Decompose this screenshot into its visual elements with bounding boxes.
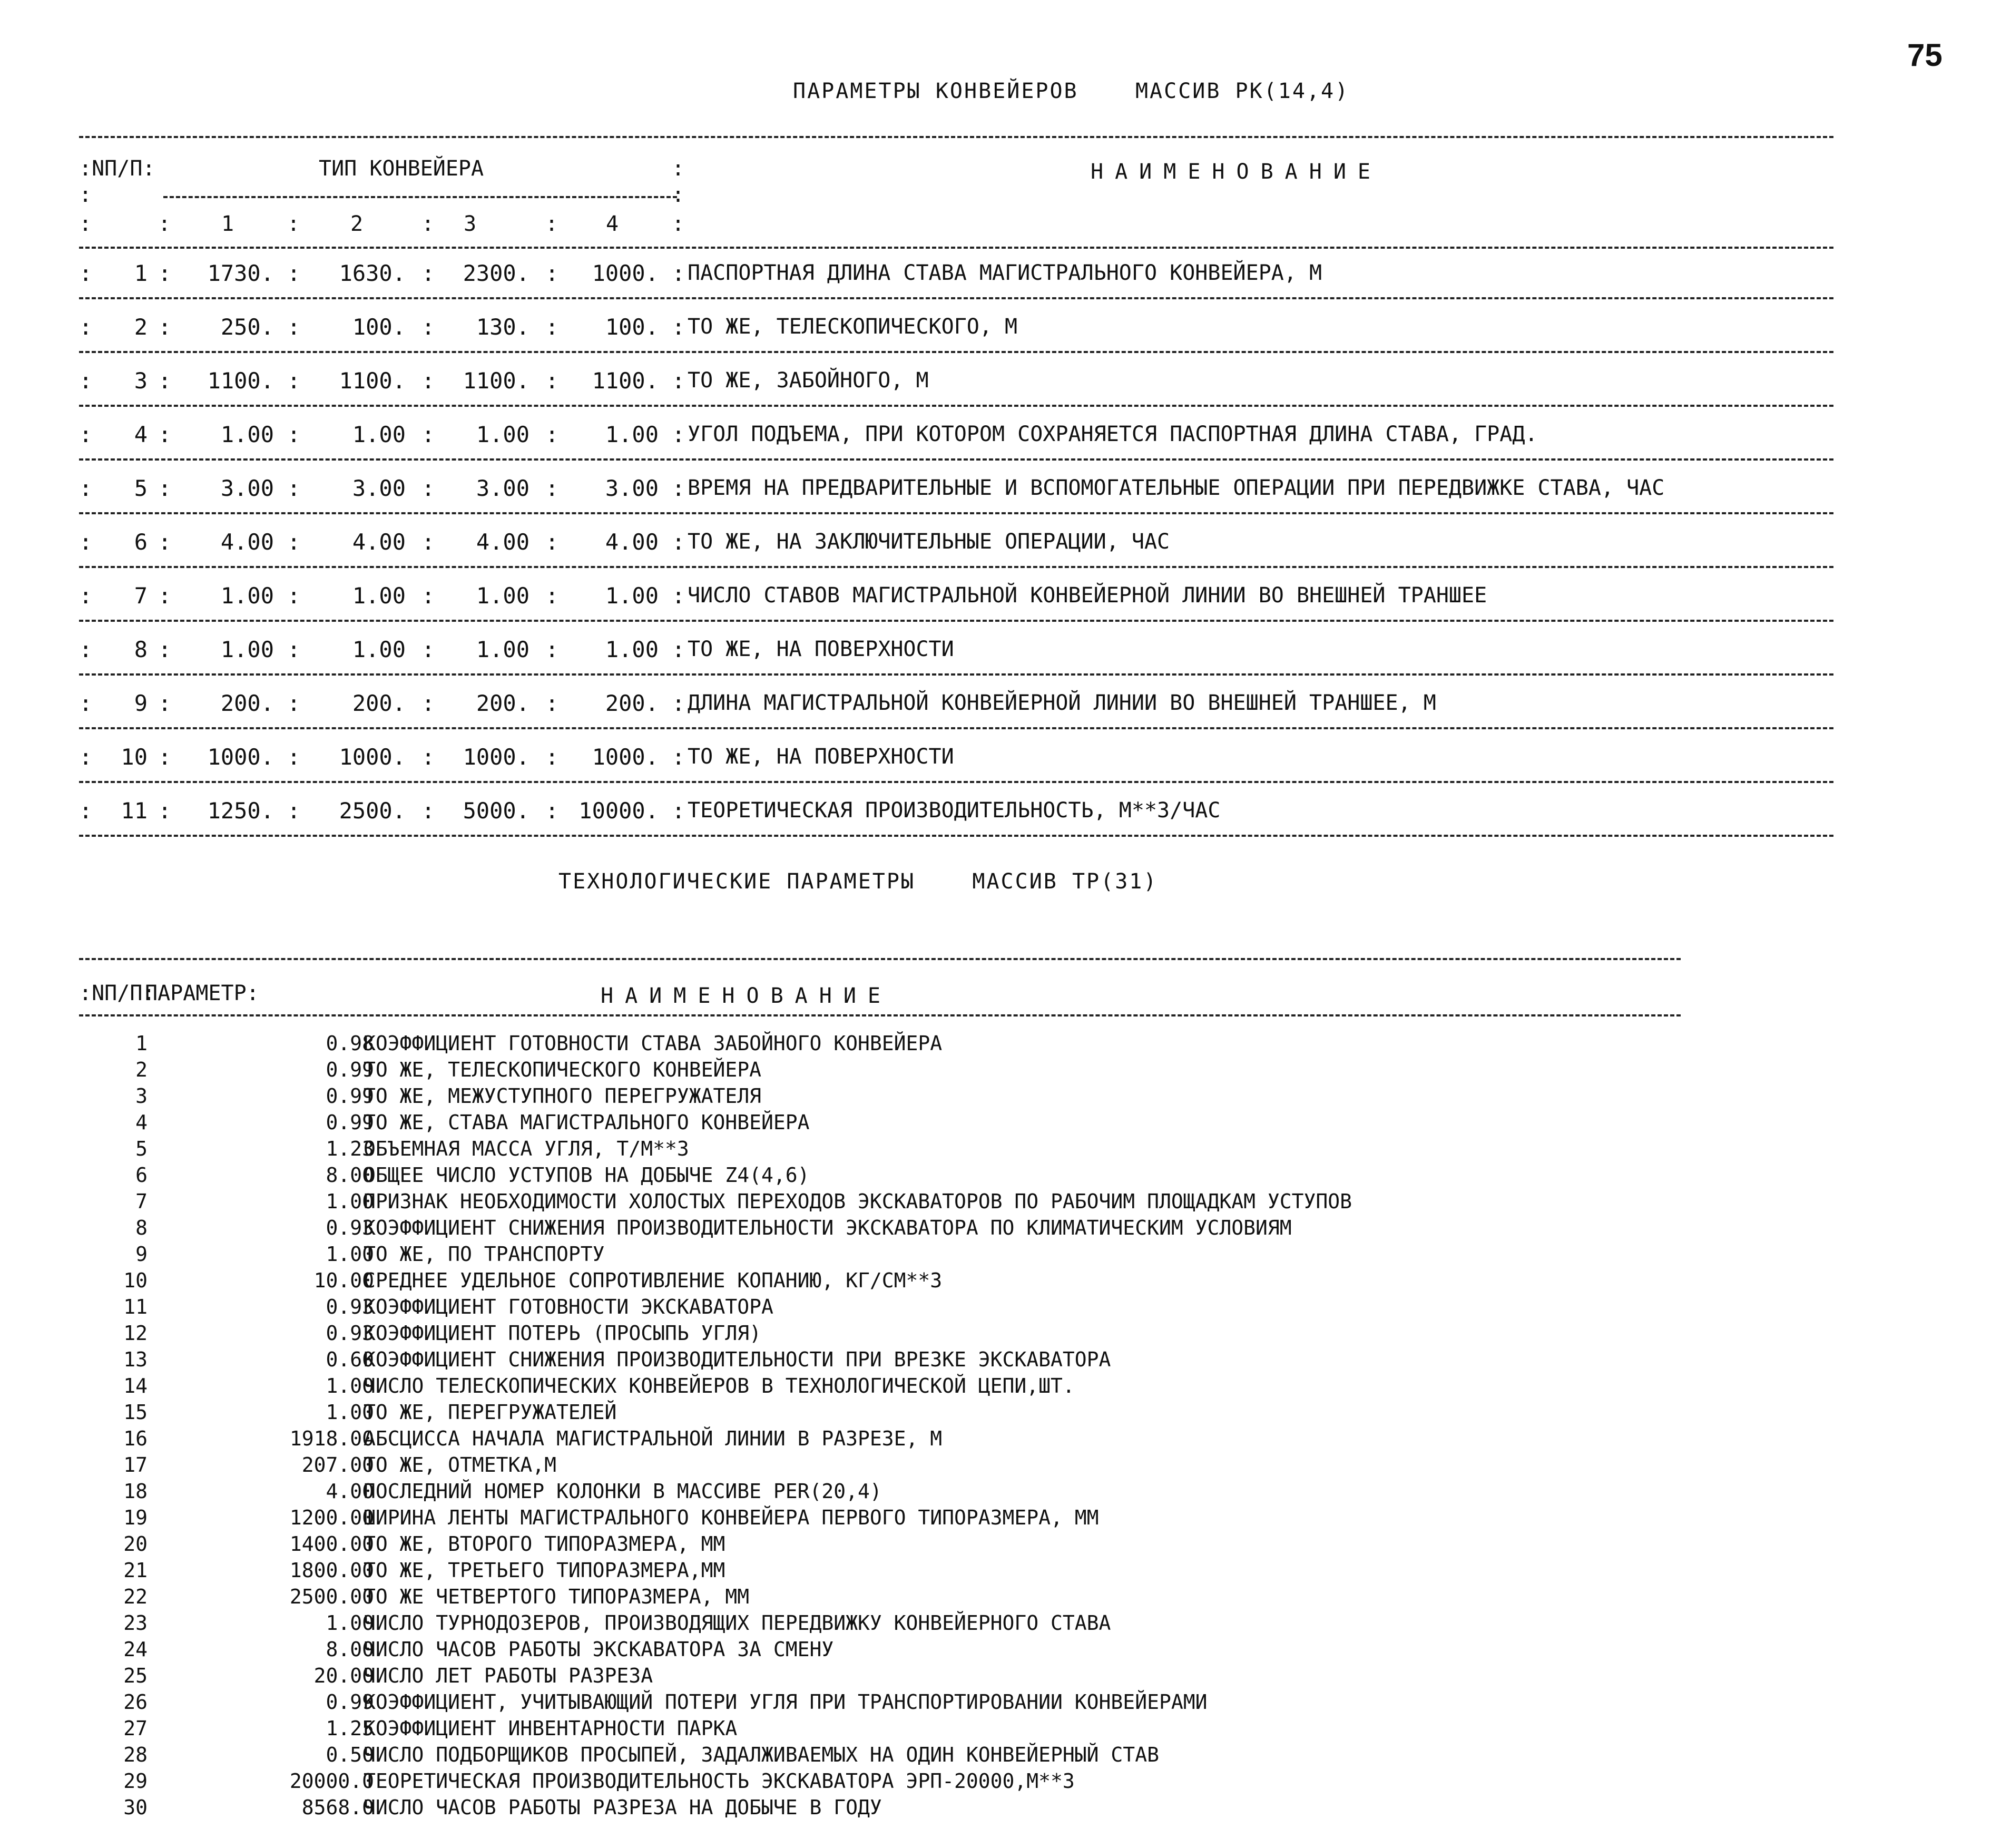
table2-row-value: 0.93	[326, 1216, 374, 1239]
table2-row-description: ОБЩЕЕ ЧИСЛО УСТУПОВ НА ДОБЫЧЕ Z4(4,6)	[364, 1163, 810, 1187]
table2-row-number: 27	[123, 1717, 148, 1740]
table1-cell-value: 200.	[352, 690, 406, 716]
table2-row-value: 1.00	[326, 1401, 374, 1424]
table1-cell-value: 1100.	[207, 368, 274, 394]
table2-row-number: 29	[123, 1769, 148, 1793]
table1-title: ПАРАМЕТРЫ КОНВЕЙЕРОВ МАССИВ РК(14,4)	[793, 79, 1350, 103]
table1-row-rule	[79, 620, 1833, 622]
table2-row-description: ТО ЖЕ, ТЕЛЕСКОПИЧЕСКОГО КОНВЕЙЕРА	[364, 1058, 761, 1081]
table2-row	[79, 1320, 1660, 1346]
table2-row-number: 23	[123, 1611, 148, 1635]
table1-header-col-colon: :	[672, 212, 685, 236]
table2-row-number: 3	[135, 1084, 148, 1108]
table1-row-description: ВРЕМЯ НА ПРЕДВАРИТЕЛЬНЫЕ И ВСПОМОГАТЕЛЬНЫЕ ОПЕРАЦИИ ПРИ ПЕРЕДВИЖКЕ СТАВА, ЧАС	[688, 476, 1665, 500]
table1-cell-sep: :	[421, 529, 435, 555]
table1-header-col-colon: :	[545, 212, 558, 236]
table2-row-number: 11	[123, 1295, 148, 1318]
table2-row-description: ТО ЖЕ, ПЕРЕГРУЖАТЕЛЕЙ	[364, 1401, 617, 1424]
table1-row-number: 3	[134, 368, 148, 394]
table1-cell-value: 1000.	[339, 744, 406, 770]
table1-cell-value: 4.00	[605, 529, 659, 555]
table2-row-description: ШИРИНА ЛЕНТЫ МАГИСТРАЛЬНОГО КОНВЕЙЕРА ПЕРВОГО ТИПОРАЗМЕРА, ММ	[364, 1506, 1099, 1529]
table2-row-description: КОЭФФИЦИЕНТ, УЧИТЫВАЮЩИЙ ПОТЕРИ УГЛЯ ПРИ ТРАНСПОРТИРОВАНИИ КОНВЕЙЕРАМИ	[364, 1690, 1208, 1714]
table2-row	[79, 1794, 1660, 1821]
table1-cell-sep: :	[672, 314, 685, 340]
table1-type-group-rule	[163, 196, 677, 198]
table1-cell-value: 1730.	[207, 260, 274, 286]
table1-cell-sep: :	[158, 368, 172, 394]
table1-cell-sep: :	[287, 314, 301, 340]
table2-row-description: ТО ЖЕ ЧЕТВЕРТОГО ТИПОРАЗМЕРА, ММ	[364, 1585, 750, 1608]
table1-row-description: ТЕОРЕТИЧЕСКАЯ ПРОИЗВОДИТЕЛЬНОСТЬ, М**3/ЧАС	[688, 798, 1221, 823]
table1-cell-value: 1.00	[352, 637, 406, 662]
table2-row-value: 0.50	[326, 1743, 374, 1766]
table1-cell-sep: :	[158, 583, 172, 609]
table2-row-value: 1.25	[326, 1717, 374, 1740]
table2-row-value: 1200.00	[289, 1506, 374, 1529]
table1-cell-value: 1.00	[605, 583, 659, 609]
table1-cell-value: 3.00	[476, 475, 529, 501]
table2-row-description: ТО ЖЕ, МЕЖУСТУПНОГО ПЕРЕГРУЖАТЕЛЯ	[364, 1084, 761, 1108]
table2-row-number: 22	[123, 1585, 148, 1608]
table2-row-value: 8.00	[326, 1163, 374, 1187]
table2-row-value: 1.00	[326, 1374, 374, 1397]
table1-cell-sep: :	[545, 475, 559, 501]
table2-row-description: АБСЦИССА НАЧАЛА МАГИСТРАЛЬНОЙ ЛИНИИ В РАЗРЕЗЕ, М	[364, 1427, 943, 1450]
table1-col-header-1: 1	[221, 212, 234, 236]
table2-row-number: 15	[123, 1401, 148, 1424]
table1-cell-sep: :	[421, 637, 435, 662]
table1-cell-sep: :	[287, 529, 301, 555]
table2-top-rule	[79, 958, 1681, 960]
table1-cell-value: 10000.	[578, 798, 659, 824]
table1-cell-sep: :	[287, 475, 301, 501]
table2-row-number: 26	[123, 1690, 148, 1714]
table1-cell-sep: :	[287, 583, 301, 609]
table1-row-number: 1	[134, 260, 148, 286]
table2-row-description: ЧИСЛО ТЕЛЕСКОПИЧЕСКИХ КОНВЕЙЕРОВ В ТЕХНОЛОГИЧЕСКОЙ ЦЕПИ,ШТ.	[364, 1374, 1075, 1397]
table1-header-right-colon: :	[672, 183, 685, 207]
table1-cell-sep: :	[672, 690, 685, 716]
table2-row	[79, 1294, 1660, 1320]
table1-cell-sep: :	[79, 637, 93, 662]
table2-row-value: 1.00	[326, 1611, 374, 1635]
table2-row	[79, 1162, 1660, 1188]
table2-row-description: ТО ЖЕ, ТРЕТЬЕГО ТИПОРАЗМЕРА,ММ	[364, 1559, 725, 1582]
table2-row-description: КОЭФФИЦИЕНТ ИНВЕНТАРНОСТИ ПАРКА	[364, 1717, 738, 1740]
table1-cell-value: 1.00	[476, 583, 529, 609]
table2-row-description: ЧИСЛО ТУРНОДОЗЕРОВ, ПРОИЗВОДЯЩИХ ПЕРЕДВИЖКУ КОНВЕЙЕРНОГО СТАВА	[364, 1611, 1111, 1635]
table1-row-number: 6	[134, 529, 148, 555]
table2-name-col-header: НАИМЕНОВАНИЕ	[601, 984, 892, 1008]
table1-row-description: ЧИСЛО СТАВОВ МАГИСТРАЛЬНОЙ КОНВЕЙЕРНОЙ ЛИНИИ ВО ВНЕШНЕЙ ТРАНШЕЕ	[688, 583, 1487, 608]
table1-cell-sep: :	[79, 744, 93, 770]
table2-title: ТЕХНОЛОГИЧЕСКИЕ ПАРАМЕТРЫ МАССИВ ТР(31)	[558, 869, 1158, 894]
table1-col-header-4: 4	[606, 212, 619, 236]
table1-cell-sep: :	[79, 314, 93, 340]
table2-row-value: 8.00	[326, 1638, 374, 1661]
table1-row-number: 7	[134, 583, 148, 609]
table1-cell-value: 200.	[605, 690, 659, 716]
table1-cell-sep: :	[421, 690, 435, 716]
table2-row-number: 4	[135, 1111, 148, 1134]
table2-row-number: 24	[123, 1638, 148, 1661]
table1-cell-sep: :	[672, 583, 685, 609]
table2-row-number: 2	[135, 1058, 148, 1081]
table1-row-description: ТО ЖЕ, НА ЗАКЛЮЧИТЕЛЬНЫЕ ОПЕРАЦИИ, ЧАС	[688, 530, 1170, 554]
table2-row-value: 0.93	[326, 1295, 374, 1318]
table2-row-number: 18	[123, 1480, 148, 1503]
table1-header-col-colon: :	[79, 212, 92, 236]
table1-cell-value: 1100.	[592, 368, 659, 394]
table1-cell-value: 1000.	[207, 744, 274, 770]
table1-cell-sep: :	[545, 798, 559, 824]
table2-row-description: ОБЪЕМНАЯ МАССА УГЛЯ, Т/М**3	[364, 1137, 689, 1160]
table2-row-number: 25	[123, 1664, 148, 1687]
table1-cell-sep: :	[545, 368, 559, 394]
table1-row-description: ПАСПОРТНАЯ ДЛИНА СТАВА МАГИСТРАЛЬНОГО КОНВЕЙЕРА, М	[688, 261, 1322, 285]
table1-cell-value: 1250.	[207, 798, 274, 824]
table2-row	[79, 1241, 1660, 1267]
table2-row-number: 13	[123, 1348, 148, 1371]
table2-row-number: 28	[123, 1743, 148, 1766]
table1-cell-value: 1630.	[339, 260, 406, 286]
table1-cell-value: 1100.	[339, 368, 406, 394]
table2-row	[79, 1188, 1660, 1215]
table2-row	[79, 1267, 1660, 1294]
table1-cell-value: 200.	[476, 690, 529, 716]
table2-row-description: ЧИСЛО ЛЕТ РАБОТЫ РАЗРЕЗА	[364, 1664, 653, 1687]
table1-row-number: 11	[121, 798, 148, 824]
table1-row-number: 5	[134, 475, 148, 501]
table1-top-rule	[79, 136, 1833, 138]
table2-body	[79, 1030, 1660, 1821]
table2-row-value: 0.60	[326, 1348, 374, 1371]
table1-cell-sep: :	[421, 744, 435, 770]
table1-row-number: 10	[121, 744, 148, 770]
table1-row-rule	[79, 512, 1833, 514]
table2-row-number: 5	[135, 1137, 148, 1160]
table1-cell-sep: :	[545, 422, 559, 447]
table2-row-value: 1400.00	[289, 1532, 374, 1556]
table2-row-description: КОЭФФИЦИЕНТ ПОТЕРЬ (ПРОСЫПЬ УГЛЯ)	[364, 1322, 761, 1345]
table1-cell-sep: :	[545, 260, 559, 286]
table1-cell-sep: :	[79, 260, 93, 286]
table1-header-col-colon: :	[421, 212, 435, 236]
table1-cell-value: 1.00	[352, 422, 406, 447]
table1-cell-value: 1000.	[592, 260, 659, 286]
table1-cell-value: 4.00	[352, 529, 406, 555]
table2-row-value: 207.00	[301, 1453, 374, 1477]
table2-row-description: КОЭФФИЦИЕНТ СНИЖЕНИЯ ПРОИЗВОДИТЕЛЬНОСТИ ЭКСКАВАТОРА ПО КЛИМАТИЧЕСКИМ УСЛОВИЯМ	[364, 1216, 1292, 1239]
table2-row	[79, 1083, 1660, 1109]
table2-row-number: 17	[123, 1453, 148, 1477]
table1-row-rule	[79, 247, 1833, 249]
table1-cell-value: 5000.	[463, 798, 529, 824]
table1-cell-sep: :	[421, 368, 435, 394]
table1-cell-value: 1.00	[220, 637, 274, 662]
table1-cell-sep: :	[421, 798, 435, 824]
table1-cell-value: 1.00	[605, 637, 659, 662]
table2-row-number: 14	[123, 1374, 148, 1397]
table2-row	[79, 1346, 1660, 1373]
table2-row-value: 8568.0	[301, 1796, 374, 1819]
table1-row-description: ДЛИНА МАГИСТРАЛЬНОЙ КОНВЕЙЕРНОЙ ЛИНИИ ВО ВНЕШНЕЙ ТРАНШЕЕ, М	[688, 691, 1436, 715]
table2-row-number: 7	[135, 1190, 148, 1213]
table1-header-sep: :	[672, 157, 685, 181]
table2-row	[79, 1215, 1660, 1241]
table2-row-value: 20000.0	[289, 1769, 374, 1793]
table1-cell-value: 3.00	[220, 475, 274, 501]
table1-header-col-colon: :	[158, 212, 171, 236]
table2-row	[79, 1399, 1660, 1425]
table1-cell-value: 3.00	[352, 475, 406, 501]
table2-row-value: 10.00	[313, 1269, 374, 1292]
table1-cell-sep: :	[545, 529, 559, 555]
table1-cell-value: 250.	[220, 314, 274, 340]
table1-cell-sep: :	[421, 583, 435, 609]
table1-cell-sep: :	[672, 475, 685, 501]
table2-row-description: ТО ЖЕ, ПО ТРАНСПОРТУ	[364, 1243, 605, 1266]
table2-row	[79, 1504, 1660, 1531]
page-number: 75	[1907, 37, 1943, 73]
table1-cell-sep: :	[79, 690, 93, 716]
table1-cell-value: 1100.	[463, 368, 529, 394]
table1-cell-sep: :	[287, 368, 301, 394]
table1-cell-sep: :	[672, 798, 685, 824]
table2-row	[79, 1768, 1660, 1794]
table2-row-number: 20	[123, 1532, 148, 1556]
table2-row	[79, 1109, 1660, 1136]
table1-name-col-header: НАИМЕНОВАНИЕ	[1091, 160, 1382, 184]
table2-row-value: 0.93	[326, 1322, 374, 1345]
table2-row	[79, 1531, 1660, 1557]
table1-cell-value: 3.00	[605, 475, 659, 501]
table1-row-number: 4	[134, 422, 148, 447]
table2-row-value: 0.99	[326, 1690, 374, 1714]
table2-row-description: КОЭФФИЦИЕНТ ГОТОВНОСТИ ЭКСКАВАТОРА	[364, 1295, 773, 1318]
table2-row-value: 0.99	[326, 1058, 374, 1081]
table1-num-col-header: :NП/П:	[79, 157, 155, 181]
table2-row-description: ПОСЛЕДНИЙ НОМЕР КОЛОНКИ В МАССИВЕ PER(20,4)	[364, 1480, 882, 1503]
table1-row-rule	[79, 458, 1833, 461]
table1-cell-sep: :	[672, 368, 685, 394]
table1-row-rule	[79, 781, 1833, 783]
table1-cell-sep: :	[158, 422, 172, 447]
table1-cell-value: 2500.	[339, 798, 406, 824]
table2-row-value: 4.00	[326, 1480, 374, 1503]
table2-num-col-header: :NП/П:	[79, 981, 155, 1005]
table1-cell-value: 1.00	[605, 422, 659, 447]
table2-row-number: 1	[135, 1032, 148, 1055]
table1-cell-sep: :	[672, 529, 685, 555]
table2-row	[79, 1610, 1660, 1636]
table1-cell-sep: :	[158, 744, 172, 770]
table2-row	[79, 1136, 1660, 1162]
table2-row	[79, 1663, 1660, 1689]
table1-cell-sep: :	[158, 314, 172, 340]
table1-cell-sep: :	[672, 422, 685, 447]
table1-cell-sep: :	[158, 637, 172, 662]
table1-cell-value: 4.00	[476, 529, 529, 555]
table2-row-value: 0.99	[326, 1084, 374, 1108]
table1-row-rule	[79, 673, 1833, 676]
table1-cell-value: 100.	[352, 314, 406, 340]
table2-row-value: 1800.00	[289, 1559, 374, 1582]
table2-row	[79, 1373, 1660, 1399]
table1-cell-value: 1.00	[220, 583, 274, 609]
table1-header-col-colon: :	[287, 212, 300, 236]
table2-row-number: 12	[123, 1322, 148, 1345]
table1-cell-sep: :	[287, 422, 301, 447]
table2-row	[79, 1583, 1660, 1610]
table2-row-value: 20.00	[313, 1664, 374, 1687]
table2-row	[79, 1478, 1660, 1504]
table2-row-description: ТО ЖЕ, ВТОРОГО ТИПОРАЗМЕРА, ММ	[364, 1532, 725, 1556]
table2-row-description: ПРИЗНАК НЕОБХОДИМОСТИ ХОЛОСТЫХ ПЕРЕХОДОВ ЭКСКАВАТОРОВ ПО РАБОЧИМ ПЛОЩАДКАМ УСТУПОВ	[364, 1190, 1352, 1213]
table1-row-rule	[79, 727, 1833, 729]
table2-row-number: 30	[123, 1796, 148, 1819]
table2-row	[79, 1057, 1660, 1083]
table1-row-number: 2	[134, 314, 148, 340]
table1-cell-sep: :	[672, 744, 685, 770]
table2-row-description: ЧИСЛО ЧАСОВ РАБОТЫ РАЗРЕЗА НА ДОБЫЧЕ В ГОДУ	[364, 1796, 882, 1819]
table2-row-value: 1.23	[326, 1137, 374, 1160]
table2-row-number: 9	[135, 1243, 148, 1266]
table2-row	[79, 1636, 1660, 1663]
table1-cell-sep: :	[79, 583, 93, 609]
table1-row-rule	[79, 835, 1833, 837]
table2-row	[79, 1030, 1660, 1057]
table2-row	[79, 1715, 1660, 1742]
table1-cell-sep: :	[79, 798, 93, 824]
table1-row-rule	[79, 297, 1833, 299]
table1-cell-value: 1.00	[476, 637, 529, 662]
table1-cell-sep: :	[287, 744, 301, 770]
table1-row-description: ТО ЖЕ, ЗАБОЙНОГО, М	[688, 368, 929, 393]
table2-row-description: КОЭФФИЦИЕНТ СНИЖЕНИЯ ПРОИЗВОДИТЕЛЬНОСТИ ПРИ ВРЕЗКЕ ЭКСКАВАТОРА	[364, 1348, 1111, 1371]
table1-cell-sep: :	[158, 260, 172, 286]
table1-cell-sep: :	[287, 637, 301, 662]
table1-cell-sep: :	[545, 690, 559, 716]
table1-row-number: 9	[134, 690, 148, 716]
table1-cell-value: 1.00	[476, 422, 529, 447]
table2-row-number: 16	[123, 1427, 148, 1450]
table1-cell-sep: :	[672, 260, 685, 286]
table1-cell-sep: :	[287, 690, 301, 716]
table1-cell-sep: :	[545, 583, 559, 609]
table2-row-value: 0.99	[326, 1111, 374, 1134]
table2-row-value: 2500.00	[289, 1585, 374, 1608]
table1-row-description: УГОЛ ПОДЪЕМА, ПРИ КОТОРОМ СОХРАНЯЕТСЯ ПАСПОРТНАЯ ДЛИНА СТАВА, ГРАД.	[688, 422, 1538, 446]
table1-cell-sep: :	[158, 798, 172, 824]
table2-row	[79, 1557, 1660, 1583]
table1-cell-sep: :	[545, 637, 559, 662]
table1-cell-sep: :	[79, 368, 93, 394]
table1-col-header-2: 2	[350, 212, 364, 236]
table2-param-col-header: ПАРАМЕТР:	[145, 981, 259, 1005]
table1-row-description: ТО ЖЕ, НА ПОВЕРХНОСТИ	[688, 637, 954, 661]
table1-cell-sep: :	[545, 744, 559, 770]
table1-row-number: 8	[134, 637, 148, 662]
table1-cell-value: 100.	[605, 314, 659, 340]
table2-row-description: ТО ЖЕ, ОТМЕТКА,М	[364, 1453, 557, 1477]
table1-cell-value: 200.	[220, 690, 274, 716]
table1-cell-sep: :	[79, 422, 93, 447]
table1-cell-sep: :	[672, 637, 685, 662]
table2-row-number: 21	[123, 1559, 148, 1582]
table1-header-left-colon: :	[79, 183, 92, 207]
table2-row	[79, 1742, 1660, 1768]
table1-cell-value: 2300.	[463, 260, 529, 286]
table1-cell-value: 130.	[476, 314, 529, 340]
table1-cell-value: 1000.	[592, 744, 659, 770]
table1-cell-sep: :	[79, 529, 93, 555]
table1-col-header-3: 3	[464, 212, 477, 236]
table2-row-value: 0.98	[326, 1032, 374, 1055]
table2-header-rule	[79, 1014, 1681, 1016]
table1-cell-value: 1.00	[220, 422, 274, 447]
table1-cell-sep: :	[421, 314, 435, 340]
table2-row-description: ЧИСЛО ПОДБОРЩИКОВ ПРОСЫПЕЙ, ЗАДАЛЖИВАЕМЫХ НА ОДИН КОНВЕЙЕРНЫЙ СТАВ	[364, 1743, 1159, 1766]
table2-row-description: СРЕДНЕЕ УДЕЛЬНОЕ СОПРОТИВЛЕНИЕ КОПАНИЮ, КГ/СМ**3	[364, 1269, 943, 1292]
table1-row-rule	[79, 566, 1833, 568]
table1-cell-sep: :	[158, 690, 172, 716]
table2-row-number: 10	[123, 1269, 148, 1292]
table2-row-number: 8	[135, 1216, 148, 1239]
table1-row-rule	[79, 351, 1833, 353]
table1-type-group-header: ТИП КОНВЕЙЕРА	[319, 157, 484, 181]
table1-cell-value: 1000.	[463, 744, 529, 770]
table2-row-description: ЧИСЛО ЧАСОВ РАБОТЫ ЭКСКАВАТОРА ЗА СМЕНУ	[364, 1638, 834, 1661]
table1-row-description: ТО ЖЕ, НА ПОВЕРХНОСТИ	[688, 745, 954, 769]
table1-cell-sep: :	[421, 475, 435, 501]
table2-row-number: 6	[135, 1163, 148, 1187]
table1-cell-sep: :	[158, 529, 172, 555]
table1-cell-sep: :	[287, 798, 301, 824]
table1-cell-value: 4.00	[220, 529, 274, 555]
table2-row-value: 1.00	[326, 1243, 374, 1266]
table2-row-value: 1.00	[326, 1190, 374, 1213]
table1-cell-sep: :	[545, 314, 559, 340]
table1-cell-sep: :	[421, 422, 435, 447]
table1-cell-sep: :	[79, 475, 93, 501]
table1-cell-value: 1.00	[352, 583, 406, 609]
table2-row	[79, 1689, 1660, 1715]
table1-cell-sep: :	[421, 260, 435, 286]
table1-row-description: ТО ЖЕ, ТЕЛЕСКОПИЧЕСКОГО, М	[688, 315, 1018, 339]
table2-row-description: ТЕОРЕТИЧЕСКАЯ ПРОИЗВОДИТЕЛЬНОСТЬ ЭКСКАВАТОРА ЭРП-20000,М**3	[364, 1769, 1075, 1793]
table2-row-value: 1918.00	[289, 1427, 374, 1450]
table2-row-description: ТО ЖЕ, СТАВА МАГИСТРАЛЬНОГО КОНВЕЙЕРА	[364, 1111, 810, 1134]
table2-row	[79, 1425, 1660, 1452]
table2-row-number: 19	[123, 1506, 148, 1529]
table2-row-description: КОЭФФИЦИЕНТ ГОТОВНОСТИ СТАВА ЗАБОЙНОГО КОНВЕЙЕРА	[364, 1032, 943, 1055]
table1-cell-sep: :	[158, 475, 172, 501]
table1-row-rule	[79, 405, 1833, 407]
table1-cell-sep: :	[287, 260, 301, 286]
table2-row	[79, 1452, 1660, 1478]
